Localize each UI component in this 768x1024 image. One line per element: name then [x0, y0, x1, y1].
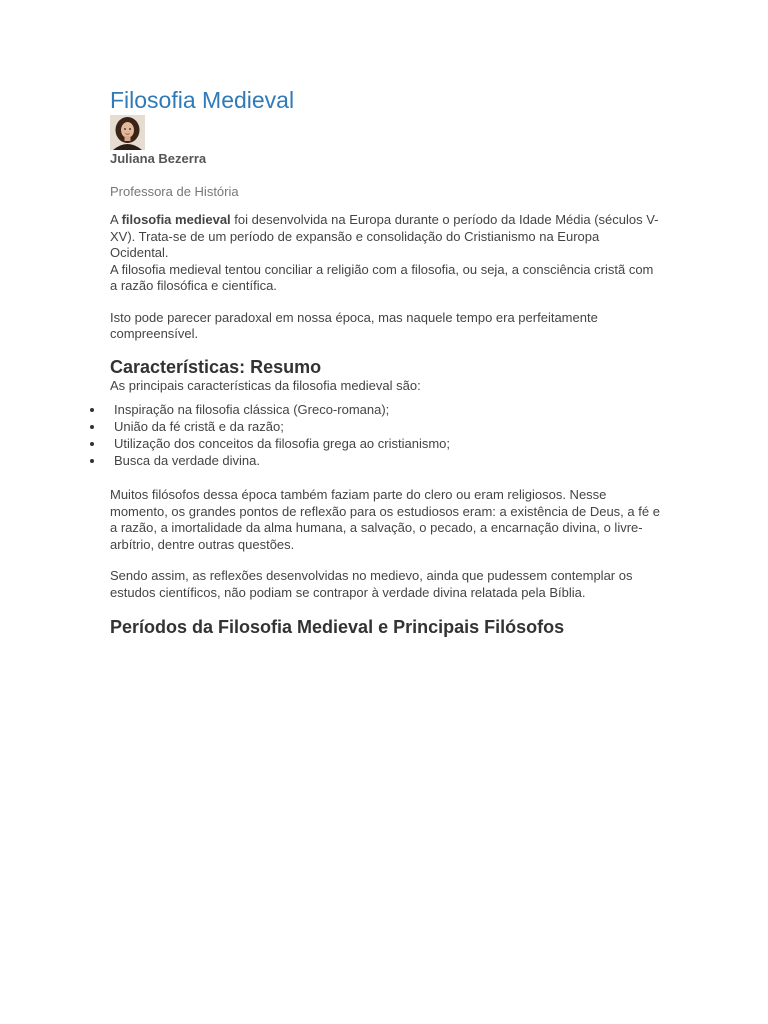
philosophers-paragraph: Muitos filósofos dessa época também faziam parte do clero ou eram religiosos. Nesse momento, os grandes pontos de reflexão para os estudiosos eram: a existência de Deus, a fé e a razão, a imortalidade da alma humana, a salvação, o pecado, a encarnação divina, o livre-arbítrio, dentre outras questões.	[110, 487, 660, 552]
section-lead: As principais características da filosofia medieval são:	[110, 377, 421, 393]
author-avatar	[110, 115, 145, 150]
list-item	[88, 418, 660, 435]
bullet-icon	[90, 442, 94, 446]
list-item	[88, 452, 660, 469]
intro-text: foi desenvolvida na Europa durante o período da Idade Média (séculos V-XV). Trata-se de um período de expansão e consolidação do Cristianismo na Europa Ocidental.	[110, 212, 659, 260]
characteristics-list	[88, 401, 660, 469]
author-role: Professora de História	[110, 184, 239, 199]
article-title: Filosofia Medieval	[110, 87, 295, 113]
author-name: Juliana Bezerra	[110, 151, 207, 166]
list-item-text: Inspiração na filosofia clássica (Greco-romana);	[114, 402, 390, 417]
intro-bold-term: filosofia medieval	[121, 212, 231, 227]
list-item-text: Busca da verdade divina.	[114, 453, 260, 468]
conclusion-paragraph: Sendo assim, as reflexões desenvolvidas no medievo, ainda que pudessem contemplar os estudos científicos, não podiam se contrapor à verdade divina relatada pela Bíblia.	[110, 568, 633, 600]
article-content	[110, 86, 660, 638]
bullet-icon	[90, 459, 94, 463]
list-item	[88, 401, 660, 418]
periods-heading: Períodos da Filosofia Medieval e Principais Filósofos	[110, 617, 565, 637]
intro-paragraph-2: A filosofia medieval tentou conciliar a religião com a filosofia, ou seja, a consciência cristã com a razão filosófica e científica.	[110, 261, 654, 293]
list-item	[88, 435, 660, 452]
list-item-text: Utilização dos conceitos da filosofia grega ao cristianismo;	[114, 436, 451, 451]
section-heading: Características: Resumo	[110, 356, 322, 377]
list-item-text: União da fé cristã e da razão;	[114, 419, 284, 434]
intro-paragraph	[110, 212, 660, 262]
bullet-icon	[90, 408, 94, 412]
bullet-icon	[90, 425, 94, 429]
paradox-paragraph: Isto pode parecer paradoxal em nossa época, mas naquele tempo era perfeitamente compreensível.	[110, 309, 598, 341]
intro-prefix: A	[110, 212, 122, 227]
